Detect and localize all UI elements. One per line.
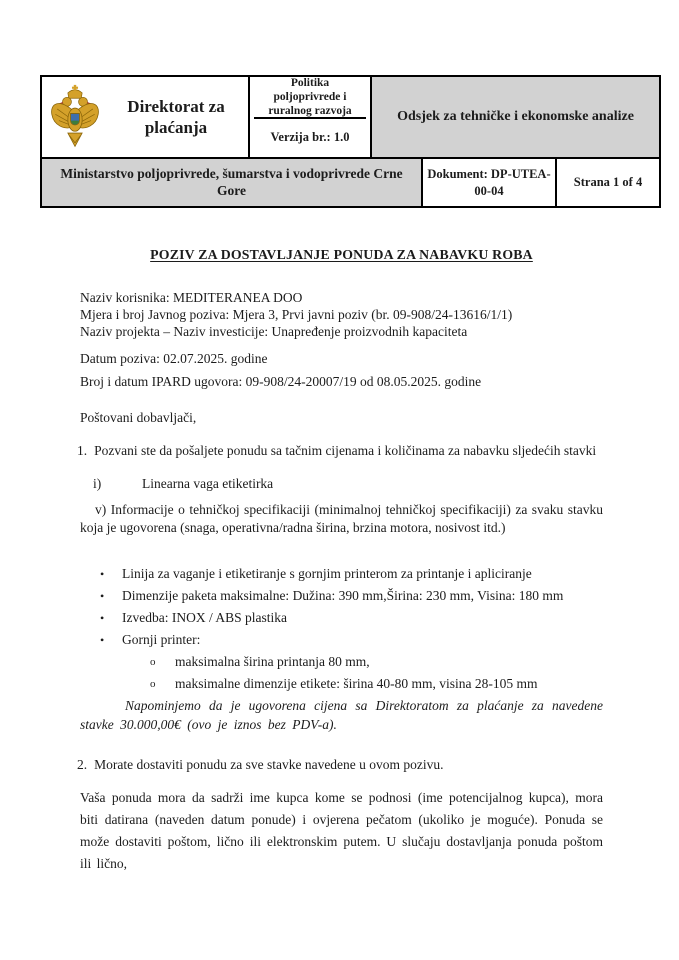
salutation-line: Poštovani dobavljači, <box>80 410 197 425</box>
header-row-1 <box>40 75 661 159</box>
circle-bullet-icon: o <box>150 656 156 668</box>
point-2 <box>77 757 603 773</box>
policy-label: Politika poljoprivrede i ruralnog razvoja <box>254 79 366 119</box>
ipard-contract-line: Broj i datum IPARD ugovora: 09-908/24-20007/19 od 08.05.2025. godine <box>80 374 482 389</box>
closing-paragraph: Vaša ponuda mora da sadrži ime kupca kome se podnosi (ime potencijalnog kupca), mora biti datirana (naveden datum ponude) i ovjerena pečatom (ukoliko je moguće). Ponuda se može dostaviti poštom, lično ili elektronskim putem. U slučaju dostavljanja ponuda poštom ili lično, <box>80 790 603 871</box>
bullet-item: • Gornji printer: <box>100 629 580 651</box>
header-row-2 <box>40 157 661 208</box>
header-cell-policy-version <box>249 76 371 158</box>
point-1-number: 1. <box>77 443 88 458</box>
point-1-text: Pozvani ste da pošaljete ponudu sa tačnim cijenama i količinama za nabavku sljedećih stavki <box>94 443 597 458</box>
beneficiary-line: Naziv korisnika: MEDITERANEA DOO <box>80 290 303 305</box>
measure-line: Mjera i broj Javnog poziva: Mjera 3, Prvi javni poziv (br. 09-908/24-13616/1/1) <box>80 307 513 322</box>
point-2-number: 2. <box>77 757 88 772</box>
bullet-item: • Izvedba: INOX / ABS plastika <box>100 607 580 629</box>
page-number: Strana 1 of 4 <box>556 158 660 207</box>
version-label: Verzija br.: 1.0 <box>270 129 350 144</box>
point-2-text: Morate dostaviti ponudu za sve stavke navedene u ovom pozivu. <box>94 757 444 772</box>
item-i-label: i) <box>93 476 102 491</box>
intro-block <box>80 289 603 340</box>
document-header-table <box>40 75 641 208</box>
department-label: Odsjek za tehničke i ekonomske analize <box>371 76 660 158</box>
bullet-list <box>100 563 580 651</box>
item-i <box>93 476 616 492</box>
circle-bullet-icon: o <box>150 678 156 690</box>
call-date-line: Datum poziva: 02.07.2025. godine <box>80 351 268 366</box>
sub-bullet-list <box>150 651 580 695</box>
bullet-icon: • <box>100 567 105 581</box>
ministry-label: Ministarstvo poljoprivrede, šumarstva i vodoprivrede Crne Gore <box>41 158 422 207</box>
price-note: Napominjemo da je ugovorena cijena sa Direktoratom za plaćanje za navedene stavke 30.000,00€ (ovo je iznos bez PDV-a). <box>80 698 603 732</box>
point-1 <box>77 443 603 459</box>
montenegro-coat-of-arms-icon <box>48 84 102 150</box>
bullet-icon: • <box>100 611 105 625</box>
paragraph-v: v) Informacije o tehničkoj specifikaciji (minimalnoj tehničkoj specifikaciji) za svaku stavku koja je ugovorena (snaga, operativna/radna širina, brzina motora, nosivost itd.) <box>80 502 603 535</box>
document-number: Dokument: DP-UTEA-00-04 <box>422 158 556 207</box>
item-i-text: Linearna vaga etiketirka <box>142 476 274 491</box>
bullet-item: • Dimenzije paketa maksimalne: Dužina: 390 mm,Širina: 230 mm, Visina: 180 mm <box>100 585 580 607</box>
bullet-icon: • <box>100 589 105 603</box>
sub-bullet-item: o maksimalne dimenzije etikete: širina 40-80 mm, visina 28-105 mm <box>150 673 580 695</box>
project-line: Naziv projekta – Naziv investicije: Unapređenje proizvodnih kapaciteta <box>80 324 468 339</box>
bullet-item: • Linija za vaganje i etiketiranje s gornjim printerom za printanje i apliciranje <box>100 563 580 585</box>
header-cell-directorate <box>41 76 249 158</box>
sub-bullet-item: o maksimalna širina printanja 80 mm, <box>150 651 580 673</box>
bullet-icon: • <box>100 633 105 647</box>
document-title: POZIV ZA DOSTAVLJANJE PONUDA ZA NABAVKU ROBA <box>150 247 533 262</box>
directorate-title: Direktorat za plaćanja <box>127 96 225 137</box>
